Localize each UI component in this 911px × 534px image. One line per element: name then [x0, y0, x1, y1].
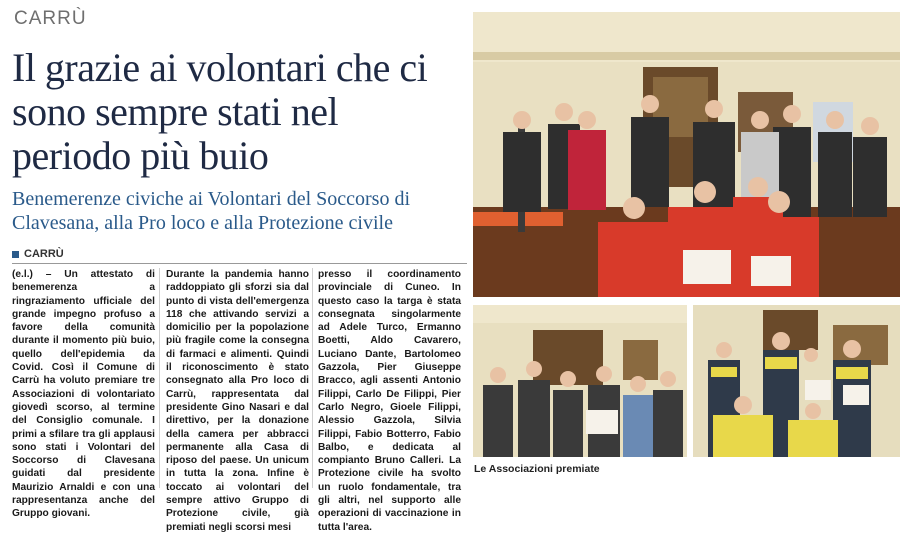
square-bullet-icon — [12, 251, 19, 258]
divider — [12, 263, 467, 264]
column-divider — [312, 268, 313, 488]
kicker: CARRÙ — [14, 8, 87, 29]
section-tag-label: CARRÙ — [24, 248, 64, 260]
column-divider — [159, 268, 160, 488]
photo-caption: Le Associazioni premiate — [474, 463, 600, 475]
group-photo-main — [473, 12, 900, 297]
body-column-2: Durante la pandemia hanno raddoppiato gli sforzi sia dal punto di vista dell'emergenza 118 che attivando servizi a domicilio per la popolazione più fragile come la consegna di farmaci e alimenti. Quindi il riconoscimento è stato consegnato alla Pro loco di Carrù, rappresentata dal presidente Gino Nasari e dal direttivo, per la donazione della camera per abbracci permanente alla Casa di riposo del paese. Un unicum in tutta la zona. Infine è toccato ai volontari del sempre attivo Gruppo di Protezione civile, già premiati negli scorsi mesi — [166, 269, 309, 533]
group-photo-main-image — [473, 12, 900, 297]
body-column-1: (e.l.) – Un attestato di benemerenza a ringraziamento ufficiale del grande impegno profuso a favore della comunità durante il momento più buio, quello dell'epidemia da Covid. Così il Comune di Carrù ha voluto premiare tre Associazioni di volontariato giovedì scorso, al termine del Consiglio comunale. I primi a sfilare tra gli applausi sono stati i Volontari del Soccorso di Clavesana guidati dal presidente Maurizio Arnaldi e con una rappresentanza anche del Gruppo giovani. — [12, 269, 155, 520]
subheadline: Benemerenze civiche ai Volontari del Soccorso di Clavesana, alla Pro loco e alla Protezione civile — [12, 188, 411, 234]
photo-protezione-civile — [693, 305, 900, 457]
body-column-3: presso il coordinamento provinciale di Cuneo. In questo caso la targa è stata consegnata singolarmente ad Adele Turco, Ermanno Boetti, Aldo Cavarero, Luciano Dante, Bartolomeo Gazzola, Pier Giuseppe Bracco, agli assenti Antonio Filippi, Carlo De Filippi, Pier Carlo Negro, Gioele Filippi, Alessio Gazzola, Silvia Filippi, Fabio Botterro, Fabio Balbo, e dedicata al compianto Bruno Calleri. La Protezione civile ha svolto un ruolo fondamentale, tra gli altri, nel supporto alle operazioni di vaccinazione in tutta l'area. — [318, 269, 461, 533]
headline: Il grazie ai volontari che ci sono sempre stati nel periodo più buio — [12, 45, 428, 178]
photo-pro-loco — [473, 305, 687, 457]
photo-pro-loco-image — [473, 305, 687, 457]
section-tag — [12, 248, 64, 260]
photo-protezione-civile-image — [693, 305, 900, 457]
